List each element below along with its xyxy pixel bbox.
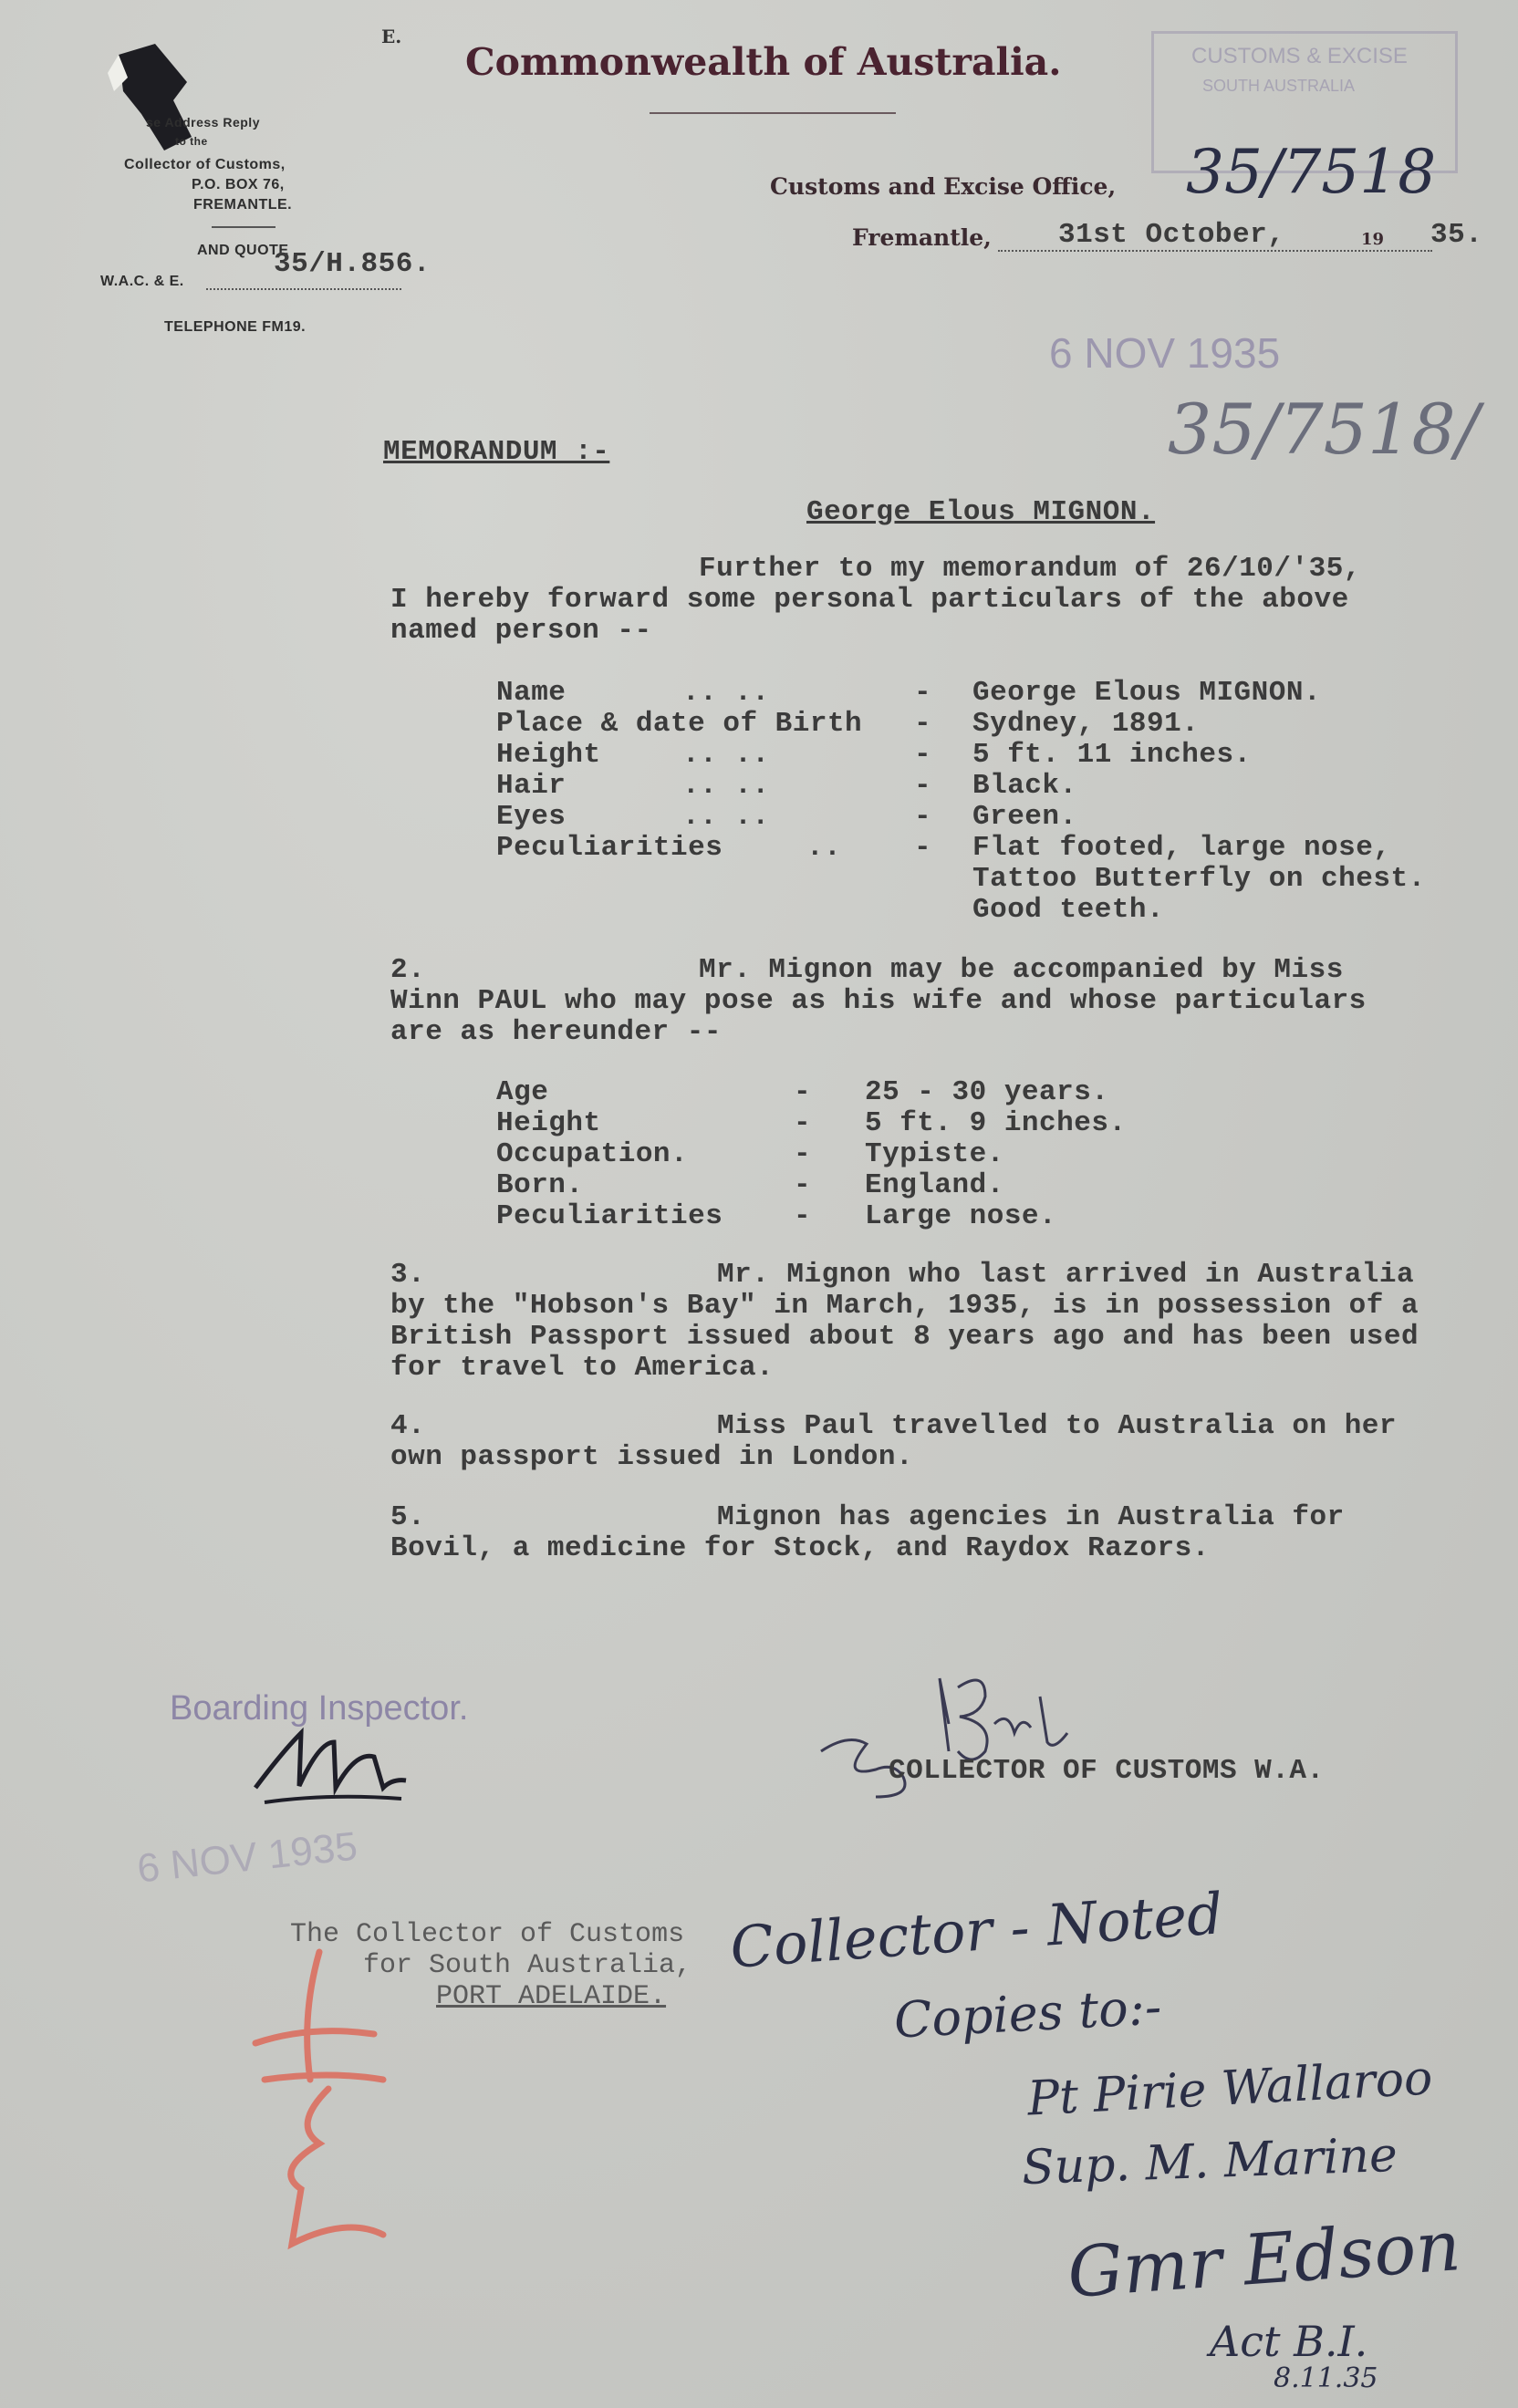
companion-value: 5 ft. 9 inches. — [865, 1107, 1127, 1139]
initials-signature — [246, 1715, 411, 1815]
particular-value: Tattoo Butterfly on chest. — [972, 863, 1426, 895]
memo-subject: George Elous MIGNON. — [806, 496, 1156, 528]
memo-heading: MEMORANDUM :- — [383, 436, 610, 468]
particular-value: 5 ft. 11 inches. — [972, 739, 1252, 771]
handwritten-signature: Gmr Edson — [1065, 2205, 1463, 2313]
particular-value: George Elous MIGNON. — [972, 677, 1322, 709]
address-divider — [212, 226, 276, 228]
handwritten-minute-line-1: Collector - Noted — [728, 1880, 1225, 1981]
intro-line-2: I hereby forward some personal particulars of the above — [390, 584, 1349, 616]
letterhead-title: Commonwealth of Australia. — [465, 40, 1062, 84]
para3-number: 3. — [390, 1259, 426, 1291]
companion-dash: - — [794, 1169, 812, 1201]
particular-label: Name — [496, 677, 567, 709]
companion-value: England. — [865, 1169, 1004, 1201]
companion-value: Large nose. — [865, 1200, 1057, 1232]
companion-label: Born. — [496, 1169, 584, 1201]
particular-dash: - — [914, 677, 932, 709]
companion-dash: - — [794, 1138, 812, 1170]
companion-label: Peculiarities — [496, 1200, 723, 1232]
letterhead-address-line-5: FREMANTLE. — [193, 197, 293, 213]
particular-value: Flat footed, large nose, — [972, 832, 1391, 864]
year-suffix: 35. — [1430, 219, 1483, 251]
para4-line-2: own passport issued in London. — [390, 1441, 914, 1473]
boarding-date-stamp: 6 NOV 1935 — [135, 1823, 360, 1892]
particular-dash: - — [914, 770, 932, 802]
collector-signoff: COLLECTOR OF CUSTOMS W.A. — [889, 1755, 1325, 1787]
handwritten-minute-line-4: Sup. M. Marine — [1021, 2127, 1398, 2196]
particular-value: Good teeth. — [972, 894, 1165, 926]
intro-line-3: named person -- — [390, 615, 652, 647]
particular-dash: - — [914, 832, 932, 864]
handwritten-title: Act B.I. — [1210, 2317, 1368, 2366]
companion-label: Occupation. — [496, 1138, 689, 1170]
red-pencil-mark — [237, 1943, 429, 2271]
para3-line-2: by the "Hobson's Bay" in March, 1935, is in possession of a — [390, 1290, 1419, 1322]
handwritten-minute-line-2: Copies to:- — [892, 1977, 1163, 2050]
particular-value: Sydney, 1891. — [972, 708, 1200, 740]
telephone-label: TELEPHONE FM19. — [164, 319, 307, 335]
para3-line-3: British Passport issued about 8 years ago and has been used — [390, 1321, 1419, 1353]
handwritten-minute-line-3: Pt Pirie Wallaroo — [1025, 2050, 1434, 2127]
wac-label: W.A.C. & E. — [100, 274, 184, 289]
para2-line-2: Winn PAUL who may pose as his wife and whose particulars — [390, 985, 1367, 1017]
collector-signature — [812, 1660, 1113, 1815]
companion-label: Height — [496, 1107, 601, 1139]
para5-number: 5. — [390, 1501, 426, 1533]
quote-reference: 35/H.856. — [274, 248, 431, 280]
particular-label: Height — [496, 739, 601, 771]
companion-value: 25 - 30 years. — [865, 1076, 1109, 1108]
title-underline — [650, 112, 896, 114]
letterhead-address-line-4: P.O. BOX 76, — [192, 177, 285, 192]
place-label: Fremantle, — [852, 224, 992, 251]
para3-line-1: Mr. Mignon who last arrived in Australia — [717, 1259, 1415, 1291]
office-label: Customs and Excise Office, — [770, 173, 1117, 200]
companion-dash: - — [794, 1076, 812, 1108]
boarding-inspector-stamp: Boarding Inspector. — [170, 1689, 469, 1728]
particular-dash: - — [914, 801, 932, 833]
quote-dotted-line — [206, 288, 401, 290]
particular-label: Eyes — [496, 801, 567, 833]
particular-label: Hair — [496, 770, 567, 802]
para3-line-4: for travel to America. — [390, 1352, 775, 1384]
particular-label: Peculiarities — [496, 832, 723, 864]
year-prefix: 19 — [1361, 230, 1385, 249]
customs-stamp-line-2: SOUTH AUSTRALIA — [1202, 77, 1356, 95]
companion-dash: - — [794, 1200, 812, 1232]
particular-dots: .. — [806, 832, 842, 864]
and-quote-label: AND QUOTE — [197, 243, 289, 258]
received-date-stamp: 6 NOV 1935 — [1049, 329, 1281, 377]
handwritten-file-ref: 35/7518 — [1186, 137, 1437, 207]
letterhead-mark: E. — [381, 26, 402, 47]
particular-dash: - — [914, 739, 932, 771]
date-day: 31st October, — [1058, 219, 1285, 251]
handwritten-file-ref-2: 35/7518/ — [1168, 389, 1480, 470]
addressee-line-1: The Collector of Customs — [290, 1919, 685, 1950]
addressee-line-2: for South Australia, — [363, 1950, 692, 1981]
customs-stamp-line-1: CUSTOMS & EXCISE — [1191, 44, 1408, 68]
addressee-line-3: PORT ADELAIDE. — [436, 1981, 667, 2012]
particular-value: Green. — [972, 801, 1077, 833]
para5-line-2: Bovil, a medicine for Stock, and Raydox Razors. — [390, 1532, 1210, 1564]
letterhead-address-line-1: se Address Reply — [146, 115, 260, 130]
para4-line-1: Miss Paul travelled to Australia on her — [717, 1410, 1398, 1442]
companion-dash: - — [794, 1107, 812, 1139]
letterhead-address-line-2: to the — [175, 135, 208, 148]
companion-label: Age — [496, 1076, 549, 1108]
para2-line-1: Mr. Mignon may be accompanied by Miss — [699, 954, 1344, 986]
handwritten-date: 8.11.35 — [1274, 2362, 1378, 2394]
particular-dots: .. .. — [682, 677, 770, 709]
companion-value: Typiste. — [865, 1138, 1004, 1170]
particular-dots: .. .. — [682, 801, 770, 833]
para2-line-3: are as hereunder -- — [390, 1016, 722, 1048]
letterhead-address-line-3: Collector of Customs, — [124, 157, 286, 172]
para2-number: 2. — [390, 954, 426, 986]
particular-dots: .. .. — [682, 770, 770, 802]
para4-number: 4. — [390, 1410, 426, 1442]
para5-line-1: Mignon has agencies in Australia for — [717, 1501, 1345, 1533]
particular-dots: .. .. — [682, 739, 770, 771]
particular-dash: - — [914, 708, 932, 740]
intro-line-1: Further to my memorandum of 26/10/'35, — [699, 553, 1361, 585]
particular-value: Black. — [972, 770, 1077, 802]
particular-label: Place & date of Birth — [496, 708, 863, 740]
